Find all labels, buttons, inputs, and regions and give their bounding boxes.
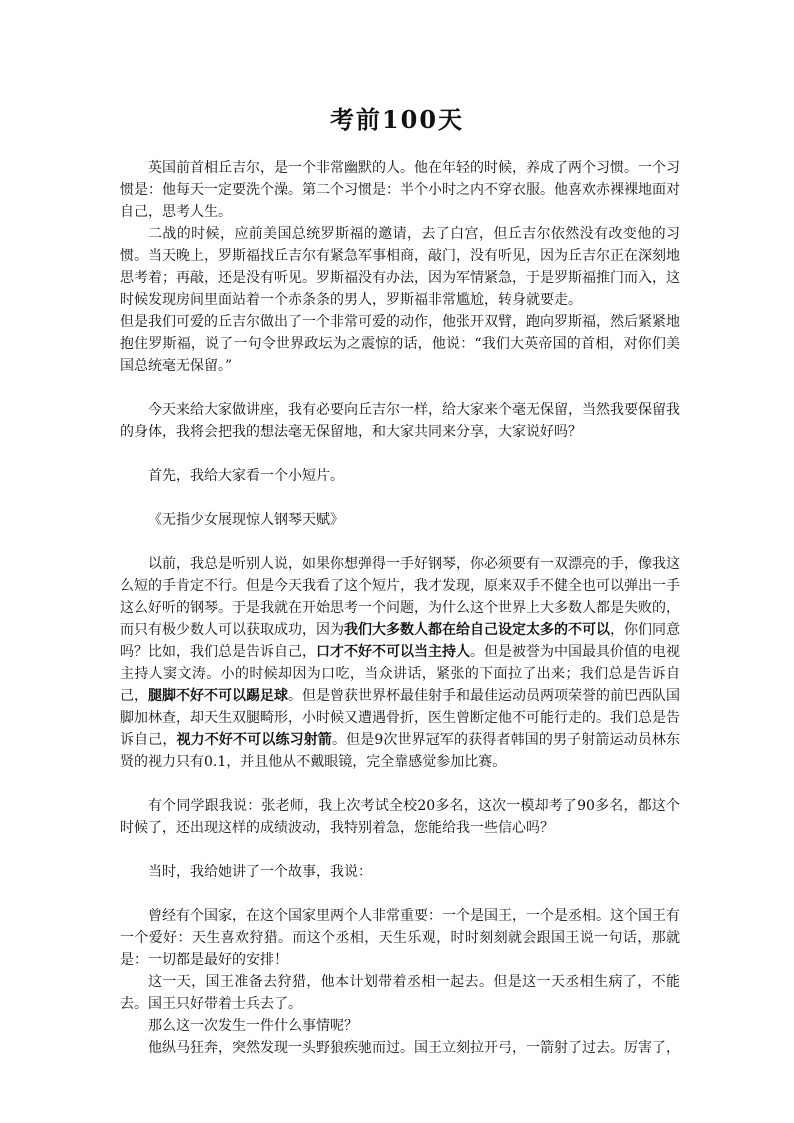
- bold-phrase: 视力不好不可以练习射箭: [176, 732, 332, 748]
- paragraph-lecture-intro: 今天来给大家做讲座，我有必要向丘吉尔一样，给大家来个毫无保留，当然我要保留我的身体，我将会把我的想法毫无保留地，和大家共同来分享，大家说好吗？: [120, 402, 680, 440]
- paragraph-churchill-quote: 但是我们可爱的丘吉尔做出了一个非常可爱的动作，他张开双臂，跑向罗斯福，然后紧紧地抱住罗斯福，说了一句令世界政坛为之震惊的话，他说：“我们大英帝国的首相，对你们美国总统毫无保留。”: [120, 314, 680, 374]
- document-title: 考前100天: [329, 105, 465, 134]
- paragraph-short-film: 首先，我给大家看一个小短片。: [148, 468, 344, 484]
- paragraph-student-question: 有个同学跟我说：张老师，我上次考试全校20多名，这次一模却考了90多名，都这个时候了，还出现这样的成绩波动，我特别着急，您能给我一些信心吗？: [120, 798, 680, 836]
- document-body: [120, 157, 680, 1059]
- paragraph-hunting-day: 这一天，国王准备去狩猎，他本计划带着丞相一起去。但是这一天丞相生病了，不能去。国王只好带着士兵去了。: [120, 974, 680, 1012]
- bold-phrase: 我们大多数人都在给自己设定太多的不可以: [344, 622, 610, 638]
- paragraph-churchill-habits: 英国前首相丘吉尔，是一个非常幽默的人。他在年轻的时候，养成了两个习惯。一个习惯是：他每天一定要洗个澡。第二个习惯是：半个小时之内不穿衣服。他喜欢赤裸裸地面对自己，思考人生。: [120, 160, 680, 220]
- paragraph-king-and-minister: 曾经有个国家，在这个国家里两个人非常重要：一个是国王，一个是丞相。这个国王有一个爱好：天生喜欢狩猎。而这个丞相，天生乐观，时时刻刻就会跟国王说一句话，那就是：一切都是最好的安排！: [120, 908, 680, 968]
- paragraph-story-intro: 当时，我给她讲了一个故事，我说：: [148, 864, 372, 880]
- paragraph-film-title: 《无指少女展现惊人钢琴天赋》: [148, 512, 344, 528]
- bold-phrase: 口才不好不可以当主持人: [316, 644, 470, 660]
- paragraph-limitations: 以前，我总是听别人说，如果你想弹得一手好钢琴，你必须要有一双漂亮的手，像我这么短的手肯定不行。但是今天我看了这个短片，我才发现，原来双手不健全也可以弹出一手这么好听的钢琴。于是我就在开始思考一个问题，为什么这个世界上大多数人都是失败的，而只有极少数人可以获取成功，因为我们大多数人都在给自己设定太多的不可以，你们同意吗？比如，我们总是告诉自己，口才不好不可以当主持人。但是被誉为中国最具价值的电视主持人窦文涛。小的时候却因为口吃，当众讲话，紧张的下面拉了出来；我们总是告诉自己，腿脚不好不可以踢足球。但是曾获世界杯最佳射手和最佳运动员两项荣誉的前巴西队国脚加林查，却天生双腿畸形，小时候又遭遇骨折，医生曾断定他不可能行走的。我们总是告诉自己，视力不好不可以练习射箭。但是9次世界冠军的获得者韩国的男子射箭运动员林东贤的视力只有0.1，并且他从不戴眼镜，完全靠感觉参加比赛。: [120, 556, 681, 770]
- paragraph-white-house: 二战的时候，应前美国总统罗斯福的邀请，去了白宫，但丘吉尔依然没有改变他的习惯。当天晚上，罗斯福找丘吉尔有紧急军事相商，敲门，没有听见，因为丘吉尔正在深刻地思考着；再敲，还是没有听见。罗斯福没有办法，因为军情紧急，于是罗斯福推门而入，这时候发现房间里面站着一个赤条条的男人，罗斯福非常尴尬，转身就要走。: [120, 226, 680, 308]
- bold-phrase: 腿脚不好不可以踢足球: [148, 688, 288, 704]
- paragraph-question: 那么这一次发生一件什么事情呢？: [148, 1018, 358, 1034]
- paragraph-wolf: 他纵马狂奔，突然发现一头野狼疾驰而过。国王立刻拉开弓，一箭射了过去。厉害了，: [148, 1040, 680, 1056]
